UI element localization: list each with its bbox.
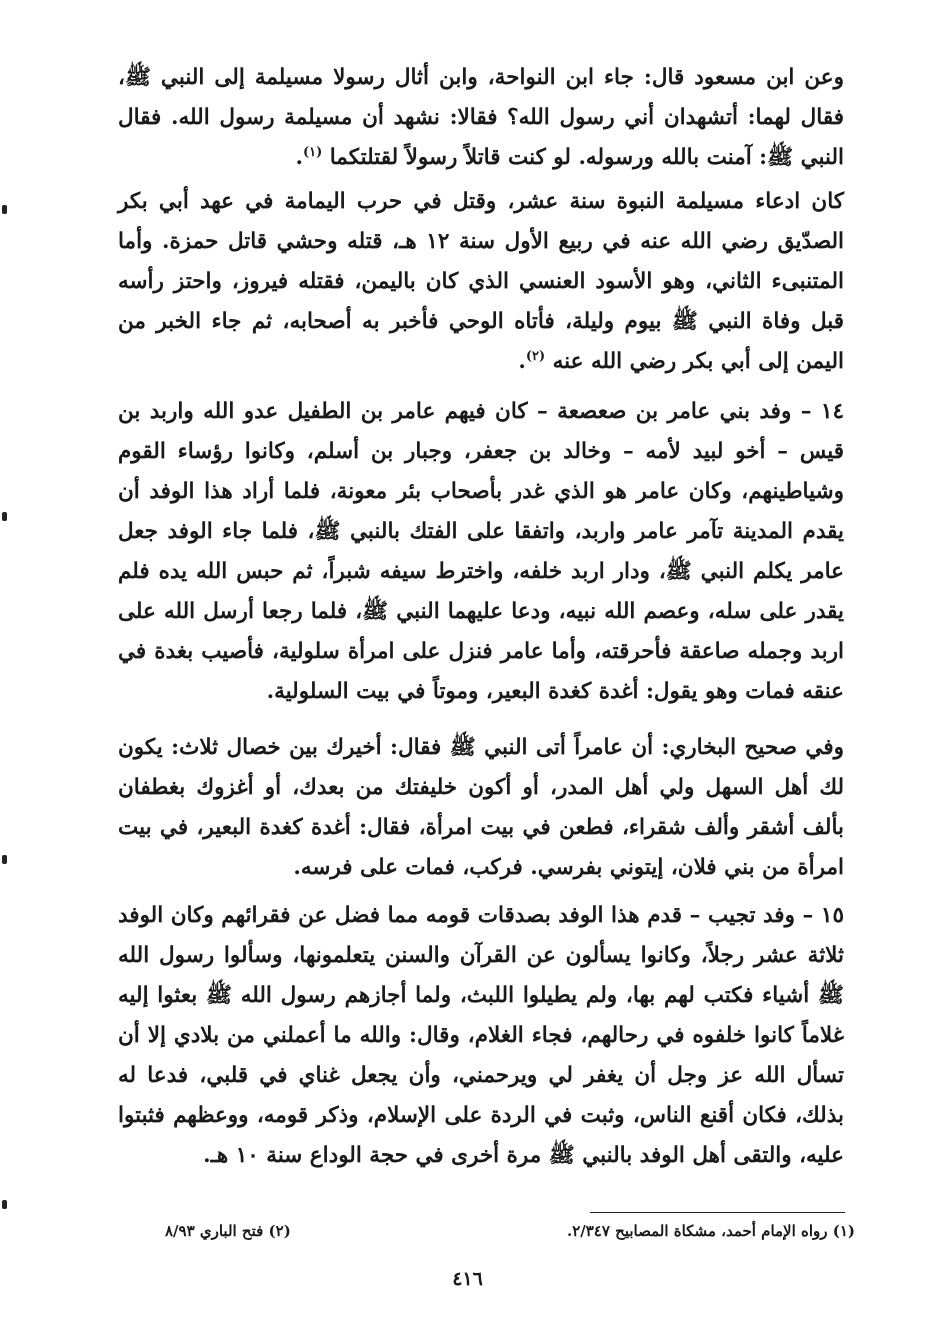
- margin-mark: [2, 512, 7, 521]
- footnote-1: (١) رواه الإمام أحمد، مشكاة المصابيح ٢/٣٤٧.: [566, 1222, 855, 1240]
- paragraph-tujib: [118, 896, 844, 1190]
- page-body: [118, 58, 844, 1190]
- margin-mark: [2, 1200, 7, 1209]
- paragraph-bani-amir: [118, 392, 844, 728]
- paragraph-sahih-bukhari: [118, 728, 844, 896]
- footnote-2: (٢) فتح الباري ٨/٩٣: [165, 1222, 291, 1240]
- paragraph-text: ١٤ – وفد بني عامر بن صعصعة – كان فيهم عامر بن الطفيل عدو الله واربد بن قيس – أخو لبيد لأمه – وخالد بن جعفر، وجبار بن أسلم، وكانوا رؤساء القوم وشياطينهم، وكان عامر هو الذي غدر بأصحاب بئر معونة، فلما أراد هذا الوفد أن يقدم المدينة تآمر عامر واربد، واتفقا على الفتك بالنبي ﷺ، فلما جاء الوفد جعل عامر يكلم النبي ﷺ، ودار اربد خلفه، واخترط سيفه شبراً، ثم حبس الله يده فلم يقدر على سله، وعصم الله نبيه، ودعا عليهما النبي ﷺ، فلما رجعا أرسل الله على اربد وجمله صاعقة فأحرقته، وأما عامر فنزل على امرأة سلولية، فأصيب بغدة في عنقه فمات وهو يقول: أغدة كغدة البعير، وموتاً في بيت السلولية.: [118, 399, 844, 704]
- paragraph-tail: .: [295, 145, 303, 170]
- page-number: ٤١٦: [452, 1268, 483, 1290]
- footnotes: [165, 1222, 855, 1240]
- paragraph-tail: .: [518, 349, 526, 374]
- paragraph-text: وفي صحيح البخاري: أن عامراً أتى النبي ﷺ فقال: أخيرك بين خصال ثلاث: يكون لك أهل السهل ولي أهل المدر، أو أكون خليفتك من بعدك، أو أغزوك بغطفان بألف أشقر وألف شقراء، فطعن في بيت امرأة، فقال: أغدة كغدة البعير، في بيت امرأة من بني فلان، إيتوني بفرسي. فركب، فمات على فرسه.: [118, 735, 844, 880]
- paragraph-ibn-masud: [118, 58, 844, 182]
- paragraph-text: كان ادعاء مسيلمة النبوة سنة عشر، وقتل في حرب اليمامة في عهد أبي بكر الصدّيق رضي الله عنه في ربيع الأول سنة ١٢ هـ، قتله وحشي قاتل حمزة. وأما المتنبىء الثاني، وهو الأسود العنسي الذي كان باليمن، فقتله فيروز، واحتز رأسه قبل وفاة النبي ﷺ بيوم وليلة، فأتاه الوحي فأخبر به أصحابه، ثم جاء الخبر من اليمن إلى أبي بكر رضي الله عنه: [118, 189, 844, 374]
- footnote-divider: [590, 1212, 845, 1213]
- paragraph-text: وعن ابن مسعود قال: جاء ابن النواحة، وابن أثال رسولا مسيلمة إلى النبي ﷺ، فقال لهما: أتشهدان أني رسول الله؟ فقالا: نشهد أن مسيلمة رسول الله. فقال النبي ﷺ: آمنت بالله ورسوله. لو كنت قاتلاً رسولاً لقتلتكما: [118, 65, 844, 170]
- paragraph-musaylima: [118, 182, 844, 392]
- paragraph-text: ١٥ – وفد تجيب – قدم هذا الوفد بصدقات قومه مما فضل عن فقرائهم وكان الوفد ثلاثة عشر رجلاً، وكانوا يسألون عن القرآن والسنن يتعلمونها، وسألوا رسول الله ﷺ أشياء فكتب لهم بها، ولم يطيلوا اللبث، ولما أجازهم رسول الله ﷺ بعثوا إليه غلاماً كانوا خلفوه في رحالهم، فجاء الغلام، وقال: والله ما أعملني من بلادي إلا أن تسأل الله عز وجل أن يغفر لي ويرحمني، وأن يجعل غناي في قلبي، فدعا له بذلك، فكان أقنع الناس، وثبت في الردة على الإسلام، وذكر قومه، ووعظهم فثبتوا عليه، والتقى أهل الوفد بالنبي ﷺ مرة أخرى في حجة الوداع سنة ١٠ هـ.: [118, 903, 844, 1168]
- footnote-ref: (١): [302, 144, 323, 160]
- margin-mark: [2, 205, 7, 214]
- footnote-ref: (٢): [525, 348, 546, 364]
- margin-mark: [2, 855, 7, 864]
